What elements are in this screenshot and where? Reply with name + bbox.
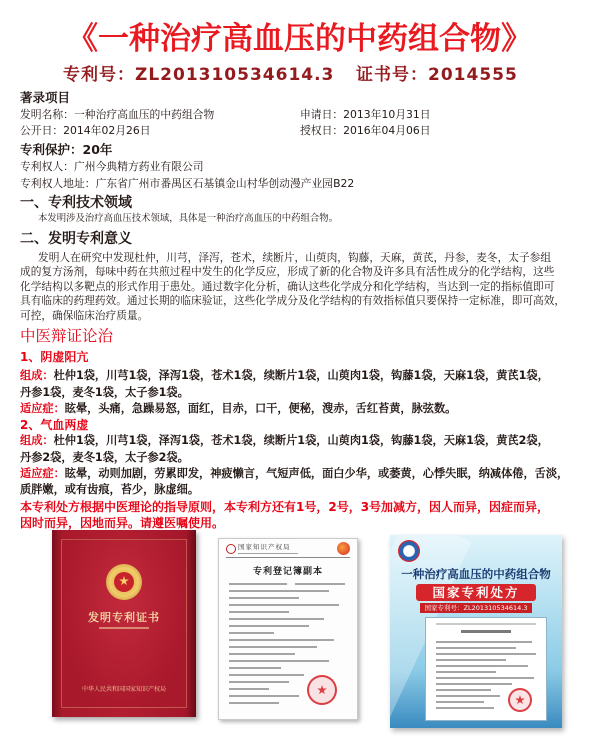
composition-text: 杜仲1袋，川芎1袋，泽泻1袋，苍术1袋，续断片1袋，山萸肉1袋，钩藤1袋，天麻1袋，黄芪1袋， bbox=[53, 369, 549, 382]
indication-text: 质胖嫩，或有齿痕，苔少，脉虚细。 bbox=[20, 483, 200, 496]
text-line bbox=[229, 646, 317, 648]
text-line bbox=[229, 660, 329, 662]
invention-name: 发明名称：一种治疗高血压的中药组合物 bbox=[20, 108, 215, 121]
text-line bbox=[229, 611, 289, 613]
red-seal-icon bbox=[307, 675, 337, 705]
text-line bbox=[229, 604, 339, 606]
significance-line: 成的复方汤剂，每味中药在共煎过程中发生的化学反应，形成了新的化合物及许多具有活性成分的化学结构，这些 bbox=[20, 265, 555, 278]
patent-number: 专利号：ZL201310534614.3 bbox=[63, 65, 335, 85]
technical-field-heading: 一、专利技术领域 bbox=[20, 195, 132, 211]
composition-label: 组成： bbox=[20, 369, 54, 382]
register-copy-title: 专利登记簿副本 bbox=[252, 567, 323, 577]
certificate-book-frame bbox=[61, 539, 187, 708]
indication-text: 眩晕，动则加剧，劳累即发，神疲懒言，气短声低，面白少华，或萎黄，心悸失眠，纳减体倦，舌淡， bbox=[64, 467, 569, 480]
significance-heading: 二、发明专利意义 bbox=[20, 231, 132, 247]
brand-logo-icon bbox=[398, 540, 420, 562]
protection-term: 专利保护：20年 bbox=[20, 142, 113, 157]
product-box-name: 一种治疗高血压的中药组合物 bbox=[401, 567, 551, 581]
text-line bbox=[436, 653, 536, 655]
grant-date: 授权日：2016年04月06日 bbox=[300, 124, 431, 137]
text-line bbox=[436, 647, 516, 649]
text-line bbox=[436, 641, 532, 643]
certificate-book-issuer: 中华人民共和国国家知识产权局 bbox=[81, 686, 166, 693]
national-emblem-icon bbox=[106, 564, 142, 600]
text-line bbox=[436, 695, 500, 697]
text-line bbox=[229, 590, 329, 592]
red-seal-icon bbox=[508, 688, 532, 712]
text-line bbox=[229, 674, 304, 676]
text-line bbox=[229, 597, 299, 599]
text-line bbox=[238, 553, 298, 554]
syndrome-title: 1、阴虚阳亢 bbox=[20, 350, 89, 364]
text-line bbox=[229, 583, 287, 585]
text-line bbox=[229, 618, 324, 620]
text-line bbox=[229, 667, 281, 669]
usage-notice: 本专利处方根据中医理论的指导原则，本专利方还有1号，2号，3号加减方，因人而异，因症而异， bbox=[20, 500, 550, 514]
text-line bbox=[436, 689, 491, 691]
star-icon bbox=[515, 695, 525, 705]
text-line bbox=[295, 583, 345, 585]
patentee: 专利权人：广州今典精方药业有限公司 bbox=[20, 160, 204, 173]
indication-label: 适应症： bbox=[20, 402, 65, 415]
product-box-banner: 国家专利处方 bbox=[416, 584, 536, 601]
header-divider bbox=[226, 557, 350, 558]
product-box-patent-number: 国家专利号：ZL201310534614.3 bbox=[420, 603, 532, 613]
certificate-book-subtitle-line bbox=[99, 627, 149, 629]
certificate-number: 证书号：2014555 bbox=[356, 65, 518, 85]
composition-label: 组成： bbox=[20, 434, 54, 447]
office-logo-icon bbox=[337, 542, 350, 555]
product-box-photo bbox=[390, 535, 562, 728]
text-line bbox=[229, 625, 309, 627]
certificate-book-photo bbox=[52, 530, 196, 717]
text-line bbox=[436, 677, 534, 679]
usage-notice: 因时而异，因地而异。请遵医嘱使用。 bbox=[20, 516, 225, 530]
text-line bbox=[436, 701, 484, 703]
register-copy-header: 国家知识产权局 bbox=[238, 543, 291, 551]
page-title: 《一种治疗高血压的中药组合物》 bbox=[67, 21, 532, 57]
text-line bbox=[436, 623, 536, 625]
tcm-heading: 中医辩证论治 bbox=[20, 327, 114, 345]
indication-line bbox=[20, 403, 456, 414]
text-line bbox=[229, 632, 274, 634]
significance-line: 化学结构以多靶点的形式作用于患处。通过数字化分析，确认这些化学成分和化学结构，当达到一定的指标值即可 bbox=[20, 280, 555, 293]
indication-label: 适应症： bbox=[20, 467, 65, 480]
composition-text: 杜仲1袋，川芎1袋，泽泻1袋，苍术1袋，续断片1袋，山萸肉1袋，钩藤1袋，天麻1袋，黄芪2袋， bbox=[53, 434, 549, 447]
certificate-book-title: 发明专利证书 bbox=[88, 611, 160, 624]
significance-line: 发明人在研究中发现杜仲，川芎，泽泻，苍术，续断片，山萸肉，钩藤，天麻，黄芪，丹参，麦冬，太子参组 bbox=[38, 251, 552, 264]
star-icon bbox=[119, 576, 129, 586]
text-line bbox=[229, 639, 334, 641]
significance-line: 可控，确保临床治疗质量。 bbox=[20, 309, 149, 322]
text-line bbox=[436, 665, 528, 667]
text-line bbox=[436, 707, 494, 709]
composition-line bbox=[20, 370, 549, 381]
indication-text: 眩晕，头痛，急躁易怒，面红，目赤，口干，便秘，溲赤，舌红苔黄，脉弦数。 bbox=[64, 402, 457, 415]
office-emblem-icon bbox=[226, 544, 236, 554]
text-line bbox=[229, 695, 299, 697]
composition-line bbox=[20, 435, 549, 446]
publication-date: 公开日：2014年02月26日 bbox=[20, 124, 151, 137]
text-line bbox=[461, 630, 511, 633]
syndrome-title: 2、气血两虚 bbox=[20, 418, 89, 432]
emblem-center bbox=[114, 572, 134, 592]
filing-date: 申请日：2013年10月31日 bbox=[300, 108, 431, 121]
text-line bbox=[229, 681, 289, 683]
bibliography-heading: 著录项目 bbox=[20, 90, 71, 105]
text-line bbox=[229, 688, 269, 690]
text-line bbox=[436, 671, 496, 673]
significance-line: 具有临床的药理药效。通过长期的临床验证，这些化学成分及化学结构的有效指标值只要保持一定标准，即可高效， bbox=[20, 294, 566, 307]
register-copy-photo bbox=[218, 538, 358, 720]
text-line bbox=[436, 659, 506, 661]
text-line bbox=[436, 683, 512, 685]
technical-field-text: 本发明涉及治疗高血压技术领域，具体是一种治疗高血压的中药组合物。 bbox=[38, 213, 339, 224]
composition-text: 丹参2袋，麦冬1袋，太子参2袋。 bbox=[20, 451, 189, 464]
indication-line bbox=[20, 468, 568, 479]
star-icon bbox=[317, 685, 327, 695]
composition-text: 丹参1袋，麦冬1袋，太子参1袋。 bbox=[20, 386, 189, 399]
product-box-certificate bbox=[425, 617, 547, 721]
text-line bbox=[229, 653, 295, 655]
patentee-address: 专利权人地址：广东省广州市番禺区石基镇金山村华创动漫产业园B22 bbox=[20, 177, 355, 190]
text-line bbox=[229, 702, 279, 704]
